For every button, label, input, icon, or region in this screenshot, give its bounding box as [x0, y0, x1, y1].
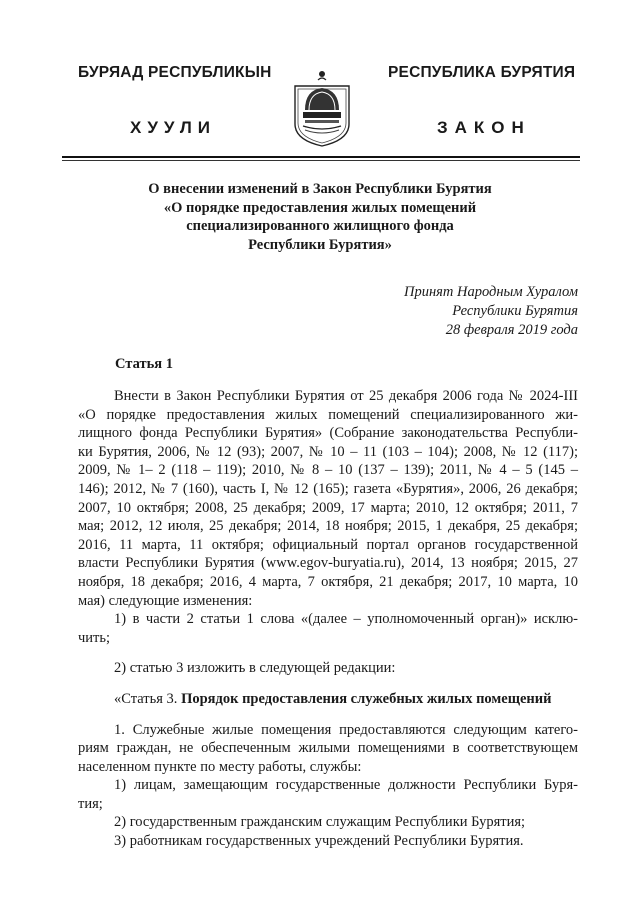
- article-heading: Статья 1: [115, 356, 173, 372]
- paragraph-line: ки Бурятия, 2006, № 12 (93); 2007, № 10 – 11 (103 – 104); 2008, № 12 (117);: [78, 443, 578, 460]
- header-right-word: ЗАКОН: [437, 118, 531, 137]
- adoption-line: Принят Народным Хуралом: [403, 284, 578, 300]
- coat-of-arms-icon: [291, 66, 353, 148]
- new-article-prefix: «Статья 3.: [114, 690, 182, 707]
- paragraph-line: мая; 2012, 12 июля, 25 декабря; 2014, 18 ноября; 2015, 1 декабря, 25 декабря;: [78, 518, 578, 535]
- law-title-line: специализированного жилищного фонда: [186, 218, 454, 234]
- amendment-item-2: 2) статью 3 изложить в следующей редакции:: [114, 660, 396, 677]
- new-subitem-3: 3) работникам государственных учреждений Республики Бурятия.: [114, 833, 524, 850]
- paragraph-line: 2007, 10 октября; 2008, 25 декабря; 2009, 17 марта; 2010, 12 октября; 2011, 7: [78, 499, 578, 516]
- header-left-word: ХУУЛИ: [130, 118, 216, 137]
- header-rule-thick: [62, 156, 580, 158]
- new-subitem-1: тия;: [78, 795, 103, 812]
- law-title: [100, 180, 540, 254]
- adoption-note: [278, 283, 578, 340]
- new-article-heading: [78, 690, 578, 709]
- amendment-item-1: чить;: [78, 629, 111, 646]
- adoption-line: Республики Бурятия: [452, 303, 578, 319]
- paragraph-line: власти Республики Бурятия (www.egov-buryatia.ru), 2014, 13 ноября; 2015, 27: [78, 555, 578, 572]
- paragraph-line: 2009, № 1– 2 (118 – 119); 2010, № 8 – 10 (137 – 139); 2011, № 4 – 5 (145 –: [78, 462, 578, 479]
- law-title-line: О внесении изменений в Закон Республики Бурятия: [148, 181, 492, 197]
- paragraph-line: Внести в Закон Республики Бурятия от 25 декабря 2006 года № 2024-III: [114, 388, 578, 404]
- paragraph-line: лищного фонда Республики Бурятия» (Собрание законодательства Республи-: [78, 425, 578, 442]
- adoption-date: 28 февраля 2019 года: [445, 322, 578, 338]
- new-paragraph-line: 1. Служебные жилые помещения предоставляются следующим катего-: [114, 721, 578, 738]
- new-subitem-1: 1) лицам, замещающим государственные должности Республики Буря-: [114, 777, 578, 794]
- header-left-title: БУРЯАД РЕСПУБЛИКЫН: [78, 64, 272, 81]
- law-title-line: Республики Бурятия»: [248, 236, 392, 253]
- paragraph-line: мая) следующие изменения:: [78, 592, 253, 609]
- paragraph-line: 146); 2012, № 7 (160), часть I, № 12 (165); газета «Бурятия», 2006, 26 декабря;: [78, 480, 578, 497]
- new-subitem-2: 2) государственным гражданским служащим Республики Бурятия;: [114, 814, 526, 831]
- new-paragraph-line: риям граждан, не обеспеченным жилыми помещениями в соответствующем: [78, 740, 578, 757]
- header-rule-thin: [62, 160, 580, 161]
- new-paragraph-line: населенном пункте по месту работы, службы:: [78, 758, 362, 775]
- paragraph-line: «О порядке предоставления жилых помещений специализированного жи-: [78, 406, 578, 423]
- paragraph-line: 2016, 11 марта, 11 октября; официальный портал органов государственной: [78, 536, 578, 553]
- law-title-line: «О порядке предоставления жилых помещений: [163, 199, 477, 216]
- new-article-title: Порядок предоставления служебных жилых помещений: [181, 690, 552, 707]
- amendment-item-1: 1) в части 2 статьи 1 слова «(далее – уполномоченный орган)» исклю-: [114, 611, 578, 628]
- article-body: [78, 387, 578, 851]
- paragraph-line: ноября, 18 декабря; 2016, 4 марта, 7 октября, 21 декабря; 2017, 10 марта, 10: [78, 573, 578, 590]
- header-right-title: РЕСПУБЛИКА БУРЯТИЯ: [388, 64, 576, 81]
